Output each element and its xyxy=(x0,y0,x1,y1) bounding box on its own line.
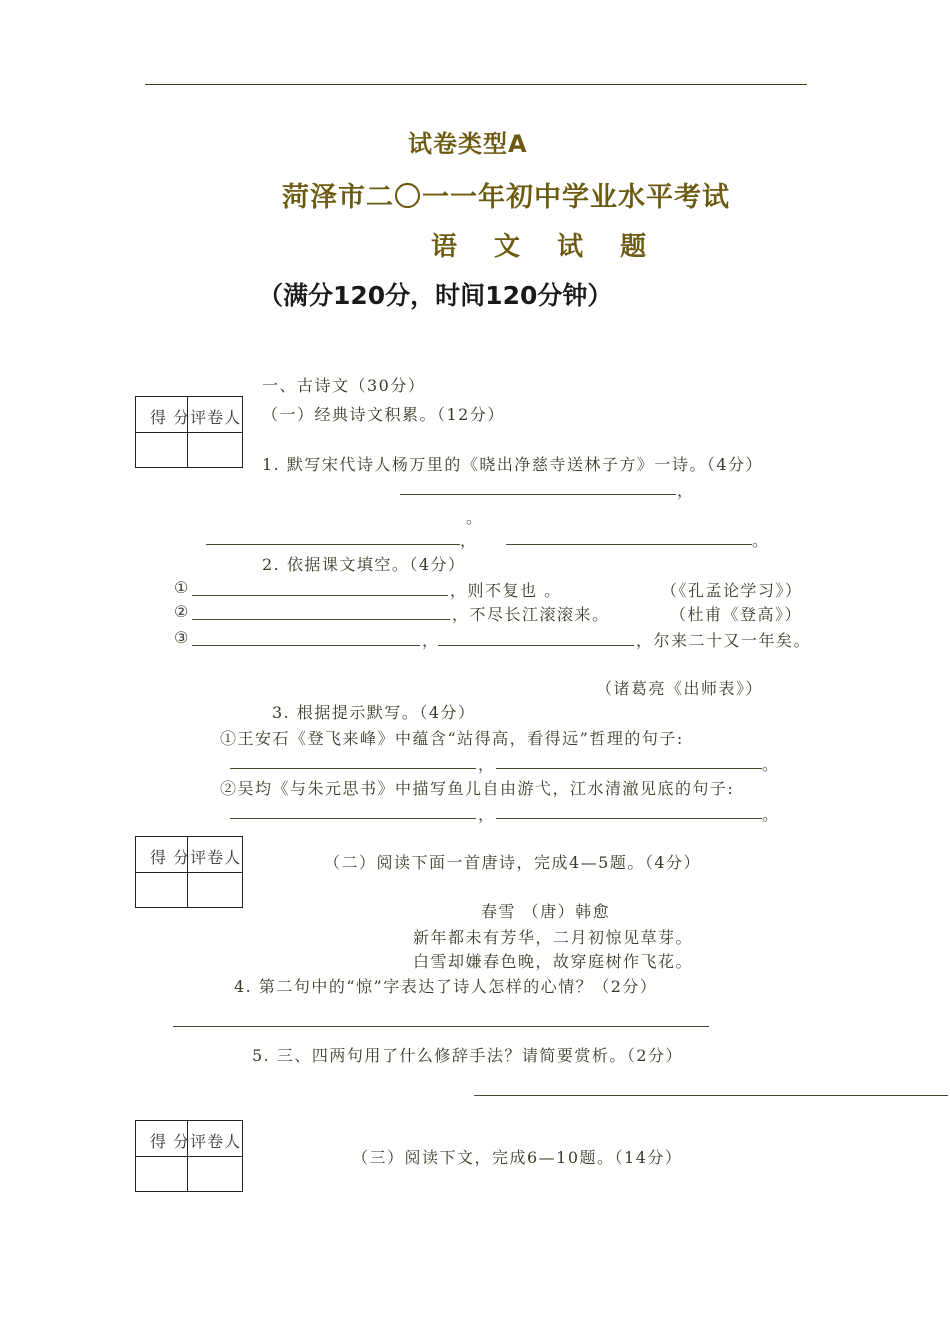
item-text: ，则不复也 。 xyxy=(450,581,562,600)
part-2-heading: （二）阅读下面一首唐诗，完成4—5题。（4分） xyxy=(324,853,702,872)
score-box-label: 得 分评卷人 xyxy=(150,848,242,867)
question-3: 3. 根据提示默写。（4分） xyxy=(272,703,476,722)
score-box-1 xyxy=(135,396,243,468)
answer-line[interactable] xyxy=(192,595,448,596)
item-number: ① xyxy=(174,578,190,597)
score-box-divider xyxy=(136,432,242,433)
punct: ， xyxy=(677,481,695,500)
question-3a: ①王安石《登飞来峰》中蕴含“站得高，看得远”哲理的句子: xyxy=(220,729,684,748)
punct: ， xyxy=(478,755,496,774)
punct: 。 xyxy=(752,531,770,550)
punct: 。 xyxy=(466,508,484,527)
answer-line[interactable] xyxy=(496,768,762,769)
score-box-3 xyxy=(135,1120,243,1192)
question-4: 4. 第二句中的“惊”字表达了诗人怎样的心情？（2分） xyxy=(234,977,658,996)
item-number: ③ xyxy=(174,628,190,647)
part-3-heading: （三）阅读下文，完成6—10题。（14分） xyxy=(352,1148,683,1167)
question-1: 1. 默写宋代诗人杨万里的《晓出净慈寺送林子方》一诗。（4分） xyxy=(262,455,764,474)
answer-line[interactable] xyxy=(230,768,476,769)
exam-type: 试卷类型A xyxy=(408,130,528,158)
score-box-label: 得 分评卷人 xyxy=(150,1132,242,1151)
answer-line[interactable] xyxy=(438,645,634,646)
poem-line: 新年都未有芳华，二月初惊见草芽。 xyxy=(413,928,694,947)
item-text: ， xyxy=(422,631,440,650)
answer-line[interactable] xyxy=(230,818,476,819)
score-box-2 xyxy=(135,836,243,908)
poem-line: 白雪却嫌春色晚，故穿庭树作飞花。 xyxy=(413,952,694,971)
answer-line[interactable] xyxy=(173,1026,709,1027)
punct: 。 xyxy=(762,755,780,774)
exam-title: 菏泽市二〇一一年初中学业水平考试 xyxy=(282,182,730,213)
part-1-heading: （一）经典诗文积累。（12分） xyxy=(262,405,505,424)
subject-title: 语 文 试 题 xyxy=(431,232,661,262)
answer-line[interactable] xyxy=(400,494,676,495)
answer-line[interactable] xyxy=(192,645,420,646)
header-rule xyxy=(145,84,807,85)
poem-title: 春雪 （唐）韩愈 xyxy=(481,902,611,921)
answer-line[interactable] xyxy=(496,818,762,819)
punct: 。 xyxy=(762,805,780,824)
answer-line[interactable] xyxy=(206,544,460,545)
item-text: ，不尽长江滚滚来。 xyxy=(452,605,610,624)
question-5: 5. 三、四两句用了什么修辞手法？请简要赏析。（2分） xyxy=(252,1046,684,1065)
time-note: （满分120分，时间120分钟） xyxy=(258,281,613,310)
score-box-divider xyxy=(136,872,242,873)
answer-line[interactable] xyxy=(474,1095,948,1096)
section-1-heading: 一、古诗文（30分） xyxy=(262,376,426,395)
question-2: 2. 依据课文填空。（4分） xyxy=(262,555,466,574)
question-3b: ②吴均《与朱元思书》中描写鱼儿自由游弋，江水清澈见底的句子: xyxy=(220,779,735,798)
item-source: （诸葛亮《出师表》） xyxy=(596,679,764,698)
item-source: （《孔孟论学习》） xyxy=(661,581,803,600)
punct: ， xyxy=(478,805,496,824)
punct: ， xyxy=(460,531,478,550)
item-number: ② xyxy=(174,602,190,621)
score-box-divider xyxy=(136,1156,242,1157)
answer-line[interactable] xyxy=(506,544,752,545)
item-source: （杜甫《登高》） xyxy=(670,605,803,624)
answer-line[interactable] xyxy=(192,619,450,620)
score-box-label: 得 分评卷人 xyxy=(150,408,242,427)
item-text: ，尔来二十又一年矣。 xyxy=(636,631,812,650)
